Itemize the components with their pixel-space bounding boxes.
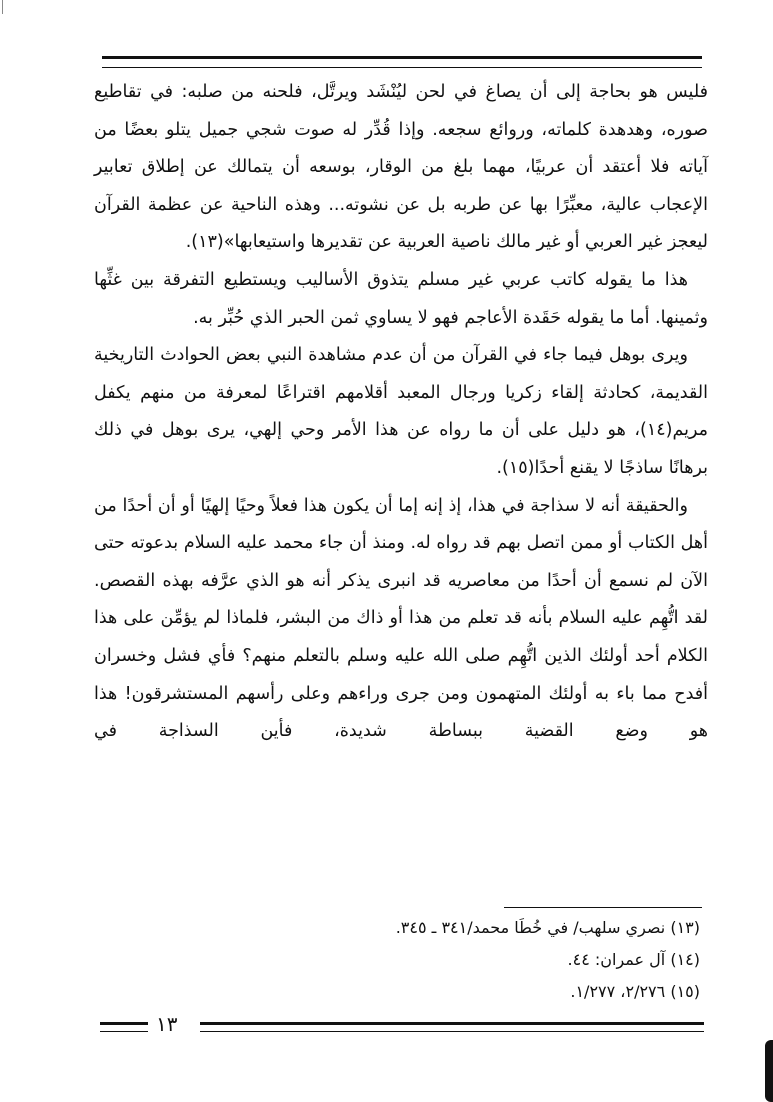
footnote-13: (١٣) نصري سلهب/ في خُطَا محمد/٣٤١ ـ ٣٤٥. (395, 918, 700, 937)
footnote-14: (١٤) آل عمران: ٤٤. (567, 950, 700, 969)
footer-rule-right (200, 1022, 704, 1032)
paragraph-3: ويرى بوهل فيما جاء في القرآن من أن عدم مشاهدة النبي بعض الحوادث التاريخية القديمة، كحادثة إلقاء زكريا ورجال المعبد أقلامهم اقتراعًا لمعرفة من منهم يكفل مريم(١٤)، هو دليل على أن ما رواه عن هذا الأمر وحي إلهي، يرى بوهل في ذلك برهانًا ساذجًا لا يقنع أحدًا(١٥). (94, 345, 708, 478)
scan-edge-mark (2, 0, 3, 14)
footer-rule-left (100, 1022, 148, 1032)
scan-edge-shadow (765, 1040, 773, 1102)
header-rule (102, 56, 702, 68)
page-footer (100, 1012, 704, 1036)
page-number: ١٣ (156, 1012, 178, 1036)
paragraph-1: فليس هو بحاجة إلى أن يصاغ في لحن ليُنْشَد ويرتَّل، فلحنه من صلبه: في تقاطيع صوره، وهدهدة كلماته، وروائع سجعه. وإذا قُدِّر له صوت شجي جميل يتلو بعضًا من آياته فلا أعتقد أن عربيًا، مهما بلغ من الوقار، بوسعه أن يتمالك عن إطلاق تعابير الإعجاب عالية، معبِّرًا بها عن طربه بل عن نشوته... وهذه الناحية عن عظمة القرآن ليعجز غير العربي أو غير مالك ناصية العربية عن تقديرها واستيعابها»(١٣). (94, 82, 708, 253)
paragraph-2: هذا ما يقوله كاتب عربي غير مسلم يتذوق الأساليب ويستطيع التفرقة بين غثِّها وثمينها. أما ما يقوله حَقَدة الأعاجم فهو لا يساوي ثمن الحبر الذي حُبِّر به. (94, 269, 708, 328)
paragraph-4: والحقيقة أنه لا سذاجة في هذا، إذ إنه إما أن يكون هذا فعلاً وحيًا إلهيًا أو أن أحدًا من أهل الكتاب أو ممن اتصل بهم قد رواه له. ومنذ أن جاء محمد عليه السلام بدعوته حتى الآن لم نسمع أن أحدًا من معاصريه قد انبرى يذكر أنه هو الذي عرَّفه بهذه القصص. لقد اتُّهِم عليه السلام بأنه قد تعلم من هذا أو ذاك من البشر، فلماذا لم يؤمِّن على هذا الكلام أحد أولئك الذين اتُّهِم صلى الله عليه وسلم بالتعلم منهم؟ فأي فشل وخسران أفدح مما باء به أولئك المتهمون ومن جرى وراءهم وعلى رأسهم المستشرقون! هذا هو وضع القضية ببساطة شديدة، فأين السذاجة في (94, 495, 708, 742)
footnotes (300, 912, 700, 1008)
body-text (94, 74, 708, 751)
footnote-separator (504, 907, 702, 908)
footnote-15: (١٥) ٢/٢٧٦، ١/٢٧٧. (570, 982, 700, 1001)
